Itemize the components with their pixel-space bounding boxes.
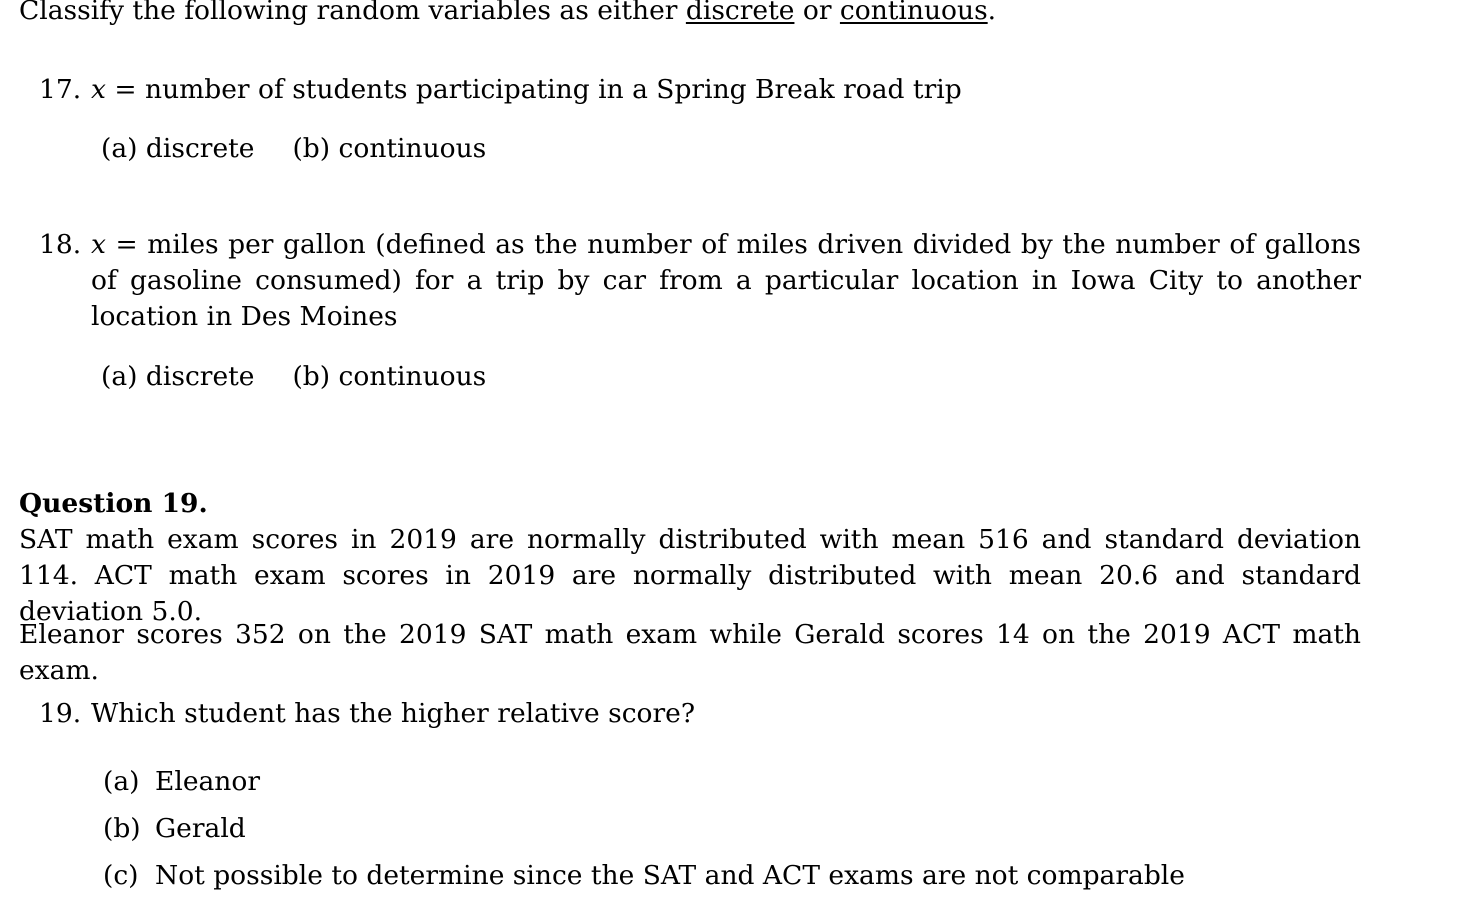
q19-heading: Question 19. [19, 488, 208, 519]
q18-number: 18. [39, 229, 82, 260]
q19-option-a [103, 764, 260, 800]
q19-option-a-text: Eleanor [155, 766, 260, 797]
q19-paragraph-1: SAT math exam scores in 2019 are normally distributed with mean 516 and standard deviation 114. ACT math exam scores in 2019 are normally distributed with mean 20.6 and standard deviation 5.0. [19, 524, 1361, 627]
q19-question: Which student has the higher relative score? [91, 698, 696, 729]
q19-option-b-text: Gerald [155, 813, 246, 844]
instructions [19, 0, 996, 29]
q18-choice-b: (b) continuous [292, 361, 487, 392]
q18-equals: = [105, 229, 148, 260]
q19-option-c [103, 858, 1185, 894]
q18-text: miles per gallon (defined as the number of miles driven divided by the number of gallons of gasoline consumed) for a trip by car from a particular location in Iowa City to another location in Des Moines [91, 229, 1361, 332]
q19-option-b [103, 811, 246, 847]
q17-statement [91, 72, 962, 108]
q17-choice-b: (b) continuous [292, 133, 487, 164]
q19-option-b-label: (b) [103, 813, 141, 844]
term-continuous: continuous [839, 0, 988, 26]
instructions-suffix: . [987, 0, 997, 26]
q18-choice-a: (a) discrete [101, 361, 255, 392]
q19-option-c-text: Not possible to determine since the SAT and ACT exams are not comparable [155, 860, 1185, 891]
q17-equals: = [105, 74, 146, 105]
q19-paragraph-2: Eleanor scores 352 on the 2019 SAT math exam while Gerald scores 14 on the 2019 ACT math exam. [19, 619, 1361, 686]
q17-choices [101, 131, 524, 167]
q17-choice-a: (a) discrete [101, 133, 255, 164]
instructions-prefix: Classify the following random variables as either [19, 0, 686, 26]
q19-option-c-label: (c) [103, 860, 139, 891]
q18-choices [101, 359, 524, 395]
q17-number: 17. [39, 74, 82, 105]
q18-statement [91, 227, 1361, 335]
q19-number: 19. [39, 698, 82, 729]
q17-variable: x [91, 74, 106, 105]
q19-option-a-label: (a) [103, 766, 140, 797]
q17-text: number of students participating in a Spring Break road trip [145, 74, 962, 105]
instructions-or: or [794, 0, 840, 26]
q18-variable: x [91, 229, 106, 260]
term-discrete: discrete [685, 0, 795, 26]
